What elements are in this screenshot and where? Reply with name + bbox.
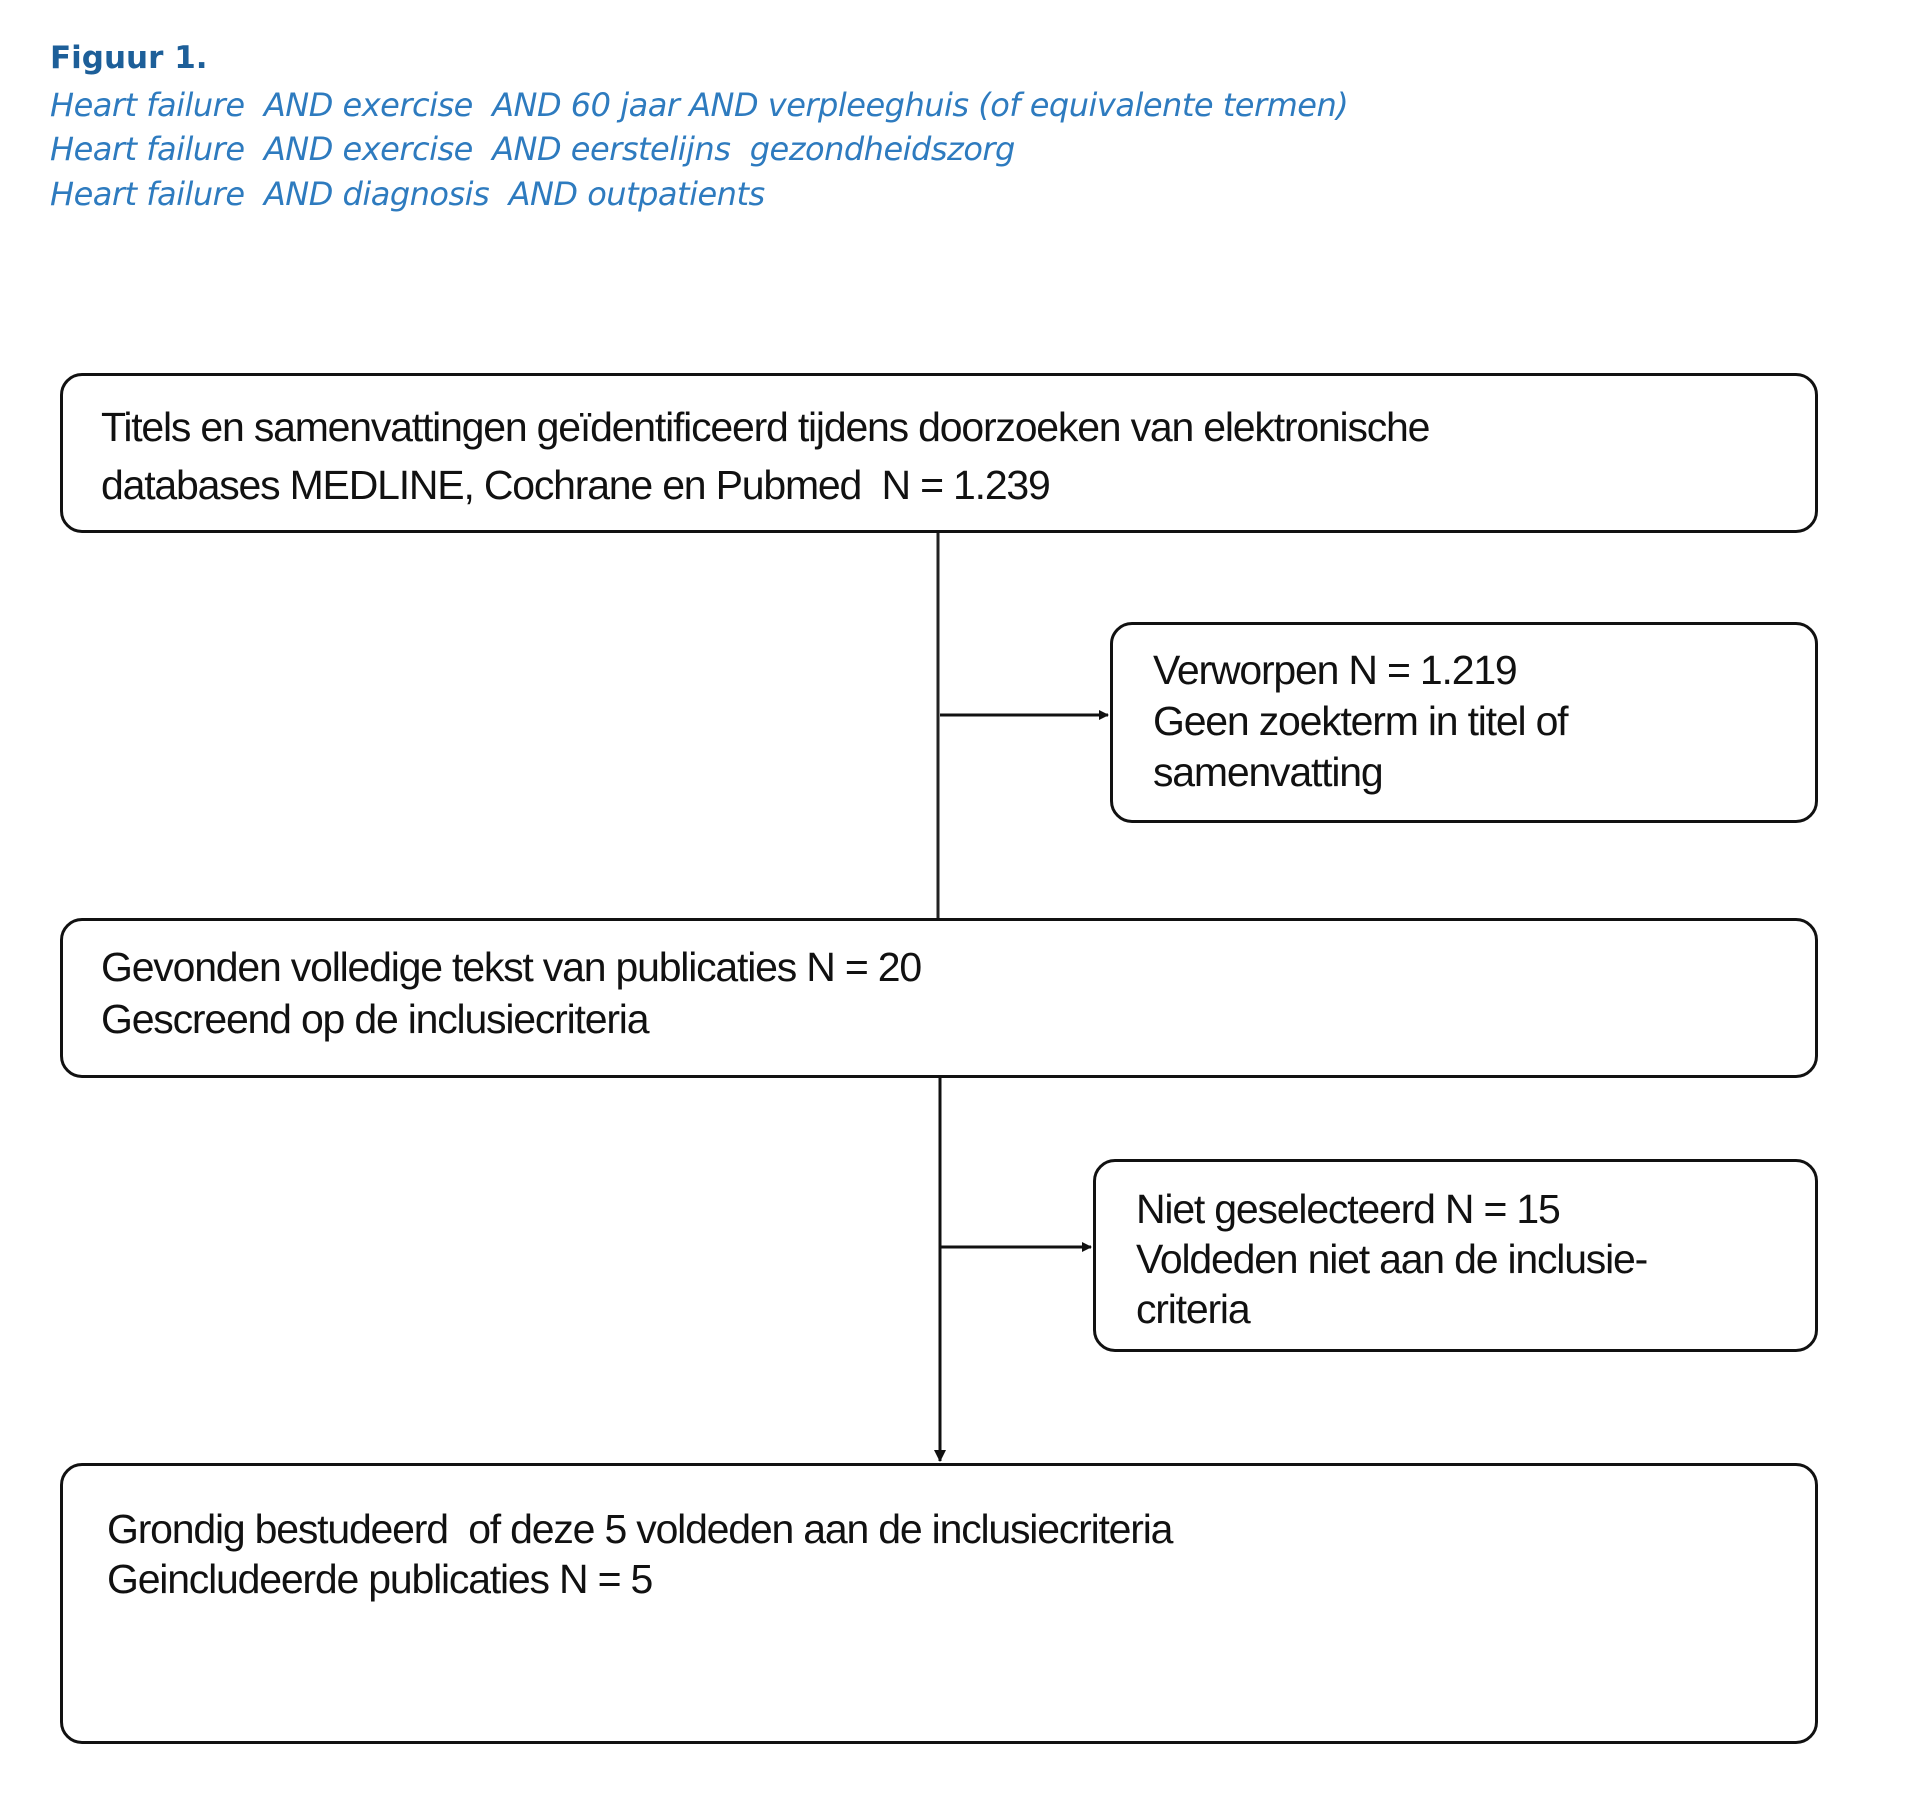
node-line: Gevonden volledige tekst van publicaties N = 20 [101,944,921,990]
node-line: criteria [1136,1286,1250,1332]
node-line: Voldeden niet aan de inclusie- [1136,1236,1648,1282]
node-line: databases MEDLINE, Cochrane en Pubmed N = 1.239 [101,462,1050,508]
node-line: Geen zoekterm in titel of [1153,698,1568,744]
figure-title: Figuur 1. [50,40,208,76]
search-query: Heart failure AND exercise AND 60 jaar AND verpleeghuis (of equivalente termen) [50,86,1349,124]
node-rejected [1110,622,1818,823]
node-text [1153,645,1567,798]
node-text [101,398,1429,514]
node-line: samenvatting [1153,749,1383,795]
node-text [107,1504,1172,1604]
node-full-text [60,918,1818,1078]
node-line: Grondig bestudeerd of deze 5 voldeden aan de inclusiecriteria [107,1506,1173,1552]
node-line: Verworpen N = 1.219 [1153,647,1517,693]
search-query: Heart failure AND exercise AND eerstelijns gezondheidszorg [50,130,1015,168]
node-identified [60,373,1818,533]
search-query: Heart failure AND diagnosis AND outpatients [50,175,765,213]
node-line: Geincludeerde publicaties N = 5 [107,1556,653,1602]
node-line: Titels en samenvattingen geïdentificeerd tijdens doorzoeken van elektronische [101,404,1430,450]
node-text [1136,1184,1647,1334]
node-line: Niet geselecteerd N = 15 [1136,1186,1560,1232]
node-line: Gescreend op de inclusiecriteria [101,996,649,1042]
node-text [101,941,921,1045]
node-not-selected [1093,1159,1818,1352]
node-included [60,1463,1818,1744]
